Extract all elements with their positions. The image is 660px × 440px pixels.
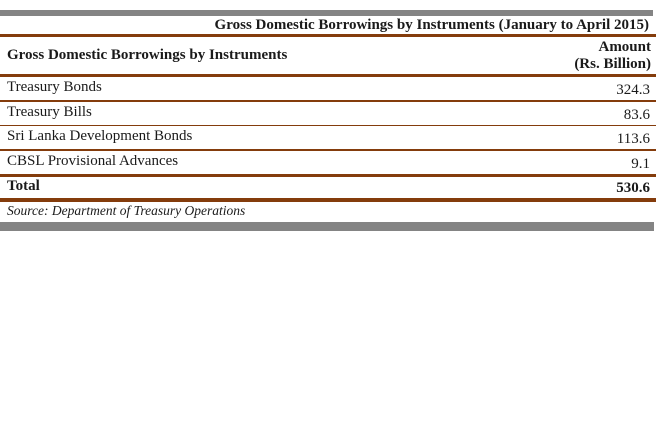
amount-header-line1: Amount (598, 38, 651, 55)
row-amount: 9.1 (631, 155, 650, 172)
table-header-row (0, 37, 656, 74)
row-label: Treasury Bills (7, 103, 92, 120)
source-note: Source: Department of Treasury Operations (7, 202, 246, 218)
total-label: Total (7, 177, 40, 194)
row-label: Treasury Bonds (7, 79, 102, 95)
row-label: CBSL Provisional Advances (7, 152, 179, 169)
row-amount: 324.3 (616, 82, 650, 98)
table-row (0, 126, 656, 149)
table-row (0, 77, 656, 100)
table-row (0, 151, 656, 174)
table-total-row (0, 177, 656, 198)
row-label: Sri Lanka Development Bonds (7, 128, 193, 144)
column-header-amount (574, 39, 651, 73)
amount-header-line2: (Rs. Billion) (574, 55, 651, 72)
column-header-instruments: Gross Domestic Borrowings by Instruments (7, 47, 288, 63)
bottom-gray-bar (0, 222, 654, 231)
total-amount: 530.6 (616, 179, 650, 196)
table-title: Gross Domestic Borrowings by Instruments (January to April 2015) (214, 17, 649, 33)
row-amount: 113.6 (616, 131, 650, 147)
table-row (0, 102, 656, 125)
row-amount: 83.6 (623, 106, 650, 123)
